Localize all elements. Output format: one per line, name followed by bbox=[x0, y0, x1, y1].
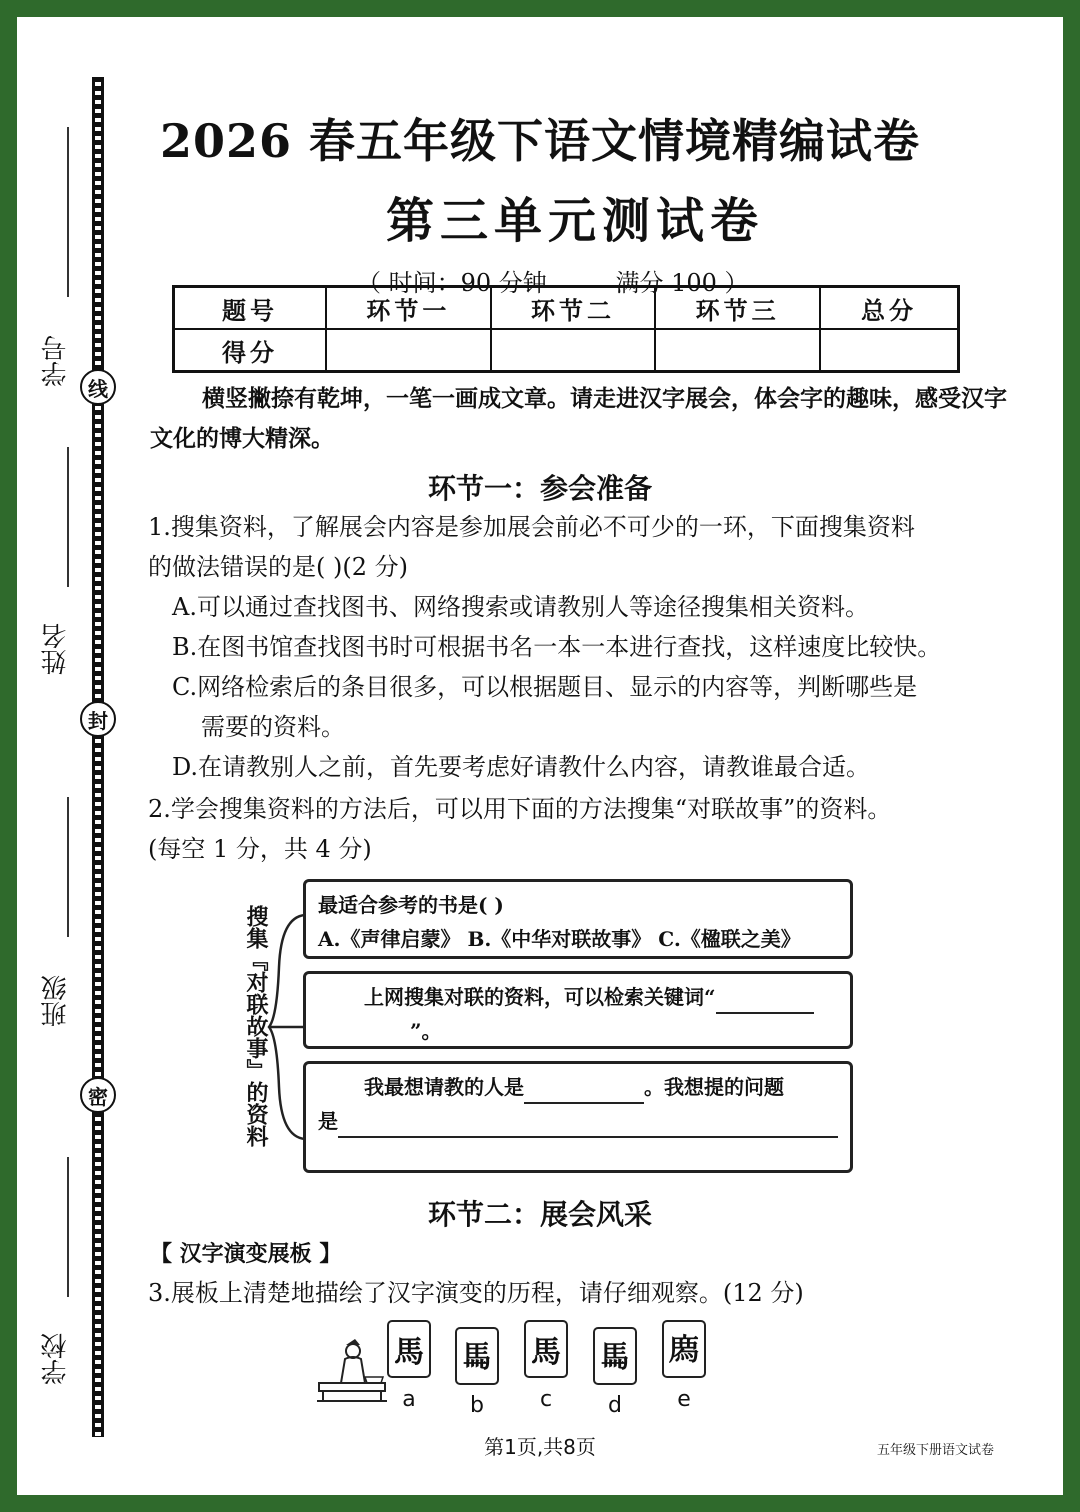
ask-question-blank-2[interactable] bbox=[318, 1148, 842, 1172]
score-table-header-row bbox=[174, 287, 959, 330]
seal-char-line: 线 bbox=[80, 369, 116, 405]
score-cell[interactable] bbox=[655, 329, 820, 372]
books-options: A.《声律启蒙》 B.《中华对联故事》 C.《楹联之美》 bbox=[318, 927, 801, 951]
q1-option-d: D.在请教别人之前，首先要考虑好请教什么内容，请教谁最合适。 bbox=[172, 753, 871, 781]
evolution-char-a: 馬 bbox=[387, 1320, 431, 1378]
school-label: 学校 bbox=[41, 1333, 71, 1385]
ask-question-is: 是 bbox=[318, 1109, 338, 1133]
q1-option-b: B.在图书馆查找图书时可根据书名一本一本进行查找，这样速度比较快。 bbox=[172, 633, 942, 661]
score-row-label: 得分 bbox=[174, 329, 327, 372]
student-id-label: 学号 bbox=[41, 335, 71, 387]
q1-line1: 1.搜集资料，了解展会内容是参加展会前必不可少的一环，下面搜集资料 bbox=[148, 513, 915, 541]
exam-page bbox=[17, 17, 1063, 1495]
section1-heading: 环节一：参会准备 bbox=[427, 472, 652, 505]
evolution-char-c: 馬 bbox=[524, 1320, 568, 1378]
page-number: 第1页,共8页 bbox=[484, 1435, 596, 1459]
keyword-blank-1[interactable] bbox=[716, 990, 814, 1014]
score-header: 题号 bbox=[174, 287, 327, 330]
exam-title: 2026 春五年级下语文情境精编试卷 bbox=[159, 114, 921, 168]
evolution-letter-a: a bbox=[402, 1387, 416, 1412]
diagram-box-ask bbox=[303, 1061, 853, 1173]
q3-text: 3.展板上清楚地描绘了汉字演变的历程，请仔细观察。(12 分) bbox=[148, 1279, 804, 1307]
score-table bbox=[172, 285, 960, 373]
footer-booklet-title: 五年级下册语文试卷 bbox=[877, 1443, 995, 1458]
score-table-score-row bbox=[174, 329, 959, 372]
evolution-char-d: 𩡧 bbox=[593, 1327, 637, 1385]
time-info: （ 时间：90 分钟 满分 100 ） bbox=[357, 269, 749, 297]
intro-text: 横竖撇捺有乾坤，一笔一画成文章。请走进汉字展会，体会字的趣味，感受汉字文化的博大精深。 bbox=[150, 385, 1007, 452]
q2-line1: 2.学会搜集资料的方法后，可以用下面的方法搜集“对联故事”的资料。 bbox=[148, 795, 892, 823]
evolution-letter-d: d bbox=[608, 1393, 622, 1418]
ask-question-prompt: 。我想提的问题 bbox=[644, 1075, 784, 1099]
score-header: 环节二 bbox=[491, 287, 656, 330]
score-header: 环节三 bbox=[655, 287, 820, 330]
board-label: 【 汉字演变展板 】 bbox=[150, 1242, 342, 1267]
exam-subtitle: 第三单元测试卷 bbox=[385, 193, 764, 249]
keyword-prompt: 上网搜集对联的资料，可以检索关键词“ bbox=[364, 985, 716, 1009]
evolution-letter-e: e bbox=[677, 1387, 691, 1412]
evolution-char-e: 𢊁 bbox=[662, 1320, 706, 1378]
diagram-box-keywords bbox=[303, 971, 853, 1049]
books-question: 最适合参考的书是( ) bbox=[318, 893, 504, 917]
class-label: 班级 bbox=[41, 975, 71, 1027]
keyword-close: ”。 bbox=[410, 1019, 442, 1043]
binding-rail bbox=[92, 77, 104, 1437]
diagram-box-books bbox=[303, 879, 853, 959]
research-diagram bbox=[237, 877, 857, 1177]
ask-person-blank[interactable] bbox=[524, 1080, 644, 1104]
score-cell[interactable] bbox=[491, 329, 656, 372]
seal-char-seal: 封 bbox=[80, 701, 116, 737]
q1-option-a: A.可以通过查找图书、网络搜索或请教别人等途径搜集相关资料。 bbox=[172, 593, 869, 621]
evolution-char-b: 𩡧 bbox=[455, 1327, 499, 1385]
q1-option-c: C.网络检索后的条目很多，可以根据题目、显示的内容等，判断哪些是 bbox=[172, 673, 918, 701]
section2-heading: 环节二：展会风采 bbox=[427, 1198, 652, 1231]
diagram-left-label: 搜集『对联故事』的资料 bbox=[243, 905, 269, 1147]
q1-line2: 的做法错误的是( )(2 分) bbox=[148, 553, 408, 581]
diagram-brace bbox=[267, 907, 307, 1147]
score-header: 总分 bbox=[820, 287, 959, 330]
score-cell[interactable] bbox=[820, 329, 959, 372]
ask-person-prompt: 我最想请教的人是 bbox=[364, 1075, 524, 1099]
evolution-letter-b: b bbox=[470, 1393, 484, 1418]
q2-line2: (每空 1 分，共 4 分) bbox=[148, 835, 372, 863]
seal-char-secret: 密 bbox=[80, 1077, 116, 1113]
keyword-blank-2[interactable] bbox=[318, 1024, 410, 1048]
ask-question-blank-1[interactable] bbox=[338, 1114, 838, 1138]
score-cell[interactable] bbox=[326, 329, 491, 372]
evolution-letter-c: c bbox=[539, 1387, 553, 1412]
score-header: 环节一 bbox=[326, 287, 491, 330]
q1-option-c-cont: 需要的资料。 bbox=[201, 713, 345, 741]
name-label: 姓名 bbox=[41, 623, 71, 675]
scholar-illustration bbox=[315, 1337, 389, 1403]
